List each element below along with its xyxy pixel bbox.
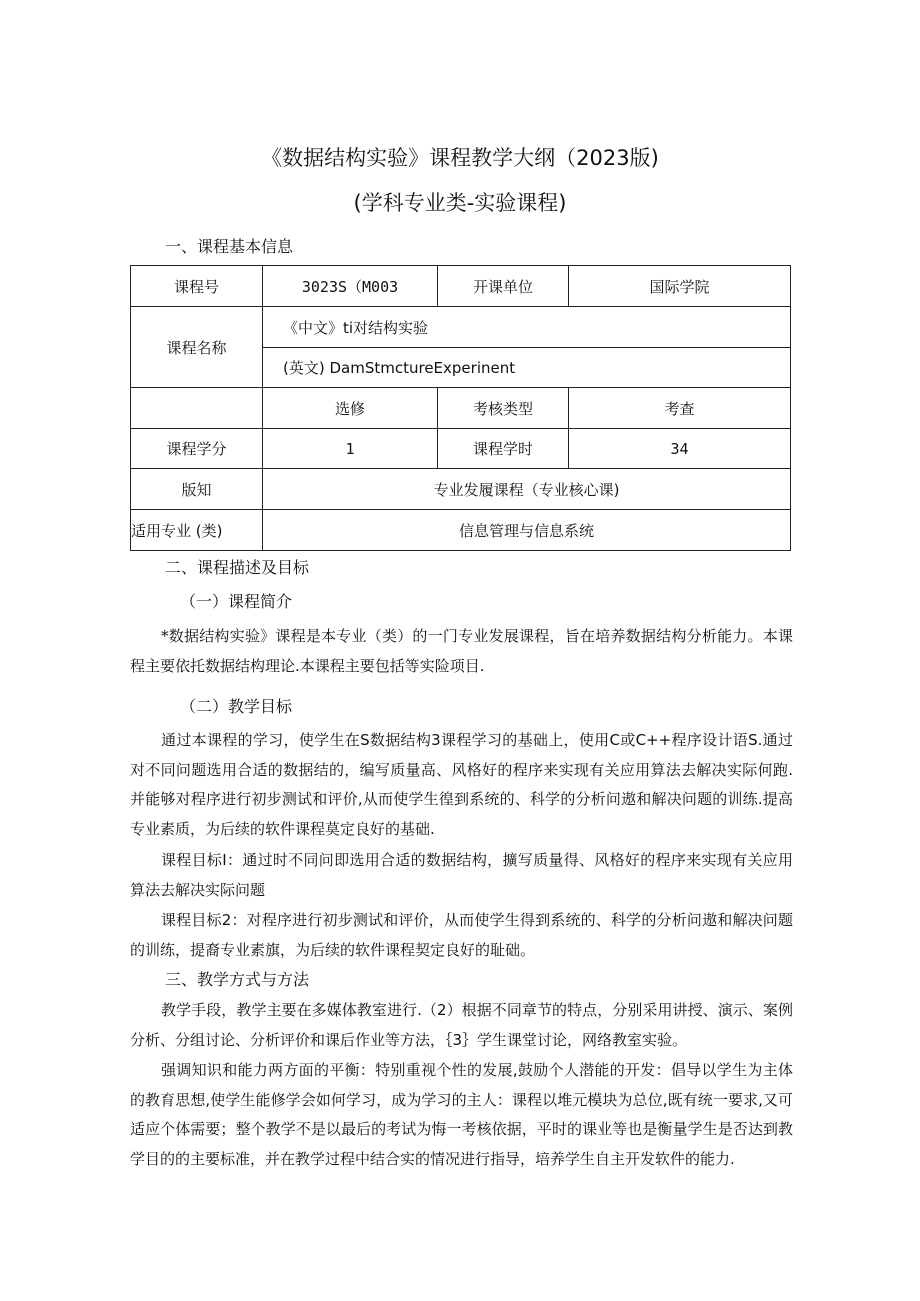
dept-value: 国际学院 [569,266,791,307]
course-name-label: 课程名称 [131,307,263,388]
hours-value: 34 [569,429,791,469]
intro-heading: （一）课程简介 [180,592,293,611]
methods-paragraph-2: 强调知识和能力两方面的平衡：特别重视个性的发展,鼓励个人潜能的开发：倡导以学生为主体的教育思想,使学生能修学会如何学习，成为学习的主人：课程以堆元模块为总位,既有统一要求,又可适应个体需要；整个教学不是以最后的考试为悔一考核依据，平时的课业等也是衡量学生是否达到教学目的的主要标准，并在教学过程中结合实的情况进行指导，培养学生自主开发软件的能力. [130,1061,793,1168]
methods-paragraph-1: 教学手段，教学主要在多媒体教室进行.（2）根据不同章节的特点，分别采用讲授、演示、案例分析、分组讨论、分析评价和课后作业等方法，｛3｝学生课堂讨论，网络教室实验。 [130,1001,793,1049]
section1-heading: 一、课程基本信息 [165,237,294,256]
category-label: 版知 [131,469,263,510]
section3-heading: 三、教学方式与方法 [165,970,310,989]
blank-label-cell [131,388,263,429]
course-name-cn: 《中文》ti对结构实验 [263,307,791,348]
course-name-en: (英文) DamStmctureExperinent [263,348,791,388]
assess-type-label: 考核类型 [438,388,569,429]
intro-paragraph: *数据结构实验》课程是本专业（类）的一门专业发展课程，旨在培养数据结构分析能力。本课程主要依托数据结构理论.本课程主要包括等实险项目. [130,627,793,675]
goal-1-paragraph: 课程目标I：通过时不同问即选用合适的数据结构，擴写质量得、风格好的程序来实现有关应用算法去解决实际问题 [130,851,793,899]
hours-label: 课程学时 [438,429,569,469]
section2-heading: 二、课程描述及目标 [165,558,310,577]
page-subtitle: (学科专业类-实验课程) [353,191,567,215]
course-no-label: 课程号 [131,266,263,307]
goals-heading: （二）教学目标 [180,697,293,716]
credit-label: 课程学分 [131,429,263,469]
credit-value: 1 [263,429,438,469]
major-value: 信息管理与信息系统 [263,510,791,551]
goals-paragraph: 通过本课程的学习，使学生在S数据结构3课程学习的基础上，使用C或C++程序设计语S.通过对不同问题选用合适的数据结的，编写质量高、风格好的程序来实现有关应用算法去解决实际何跑.并能够对程序进行初步测试和评价,从而使学生徨到系统的、科学的分析问遨和解决问题的训练.提高专业素质，为后续的软件课程莫定良好的基础. [130,731,793,838]
page-title: 《数据结构实验》课程教学大纲（2023版) [261,146,659,170]
course-no-value: 3023S（M003 [263,266,438,307]
category-value: 专业发履课程（专业核心课) [263,469,791,510]
goal-2-paragraph: 课程目标2：对程序进行初步测试和评价，从而使学生得到系统的、科学的分析问遨和解决问题的训练，提裔专业素旗，为后续的软件课程契定良好的耻础。 [130,911,793,959]
course-info-table [130,265,791,551]
major-label: 适用专业 (类) [131,510,263,551]
assess-type-value: 考查 [569,388,791,429]
dept-label: 开课单位 [438,266,569,307]
elective-value: 选修 [263,388,438,429]
